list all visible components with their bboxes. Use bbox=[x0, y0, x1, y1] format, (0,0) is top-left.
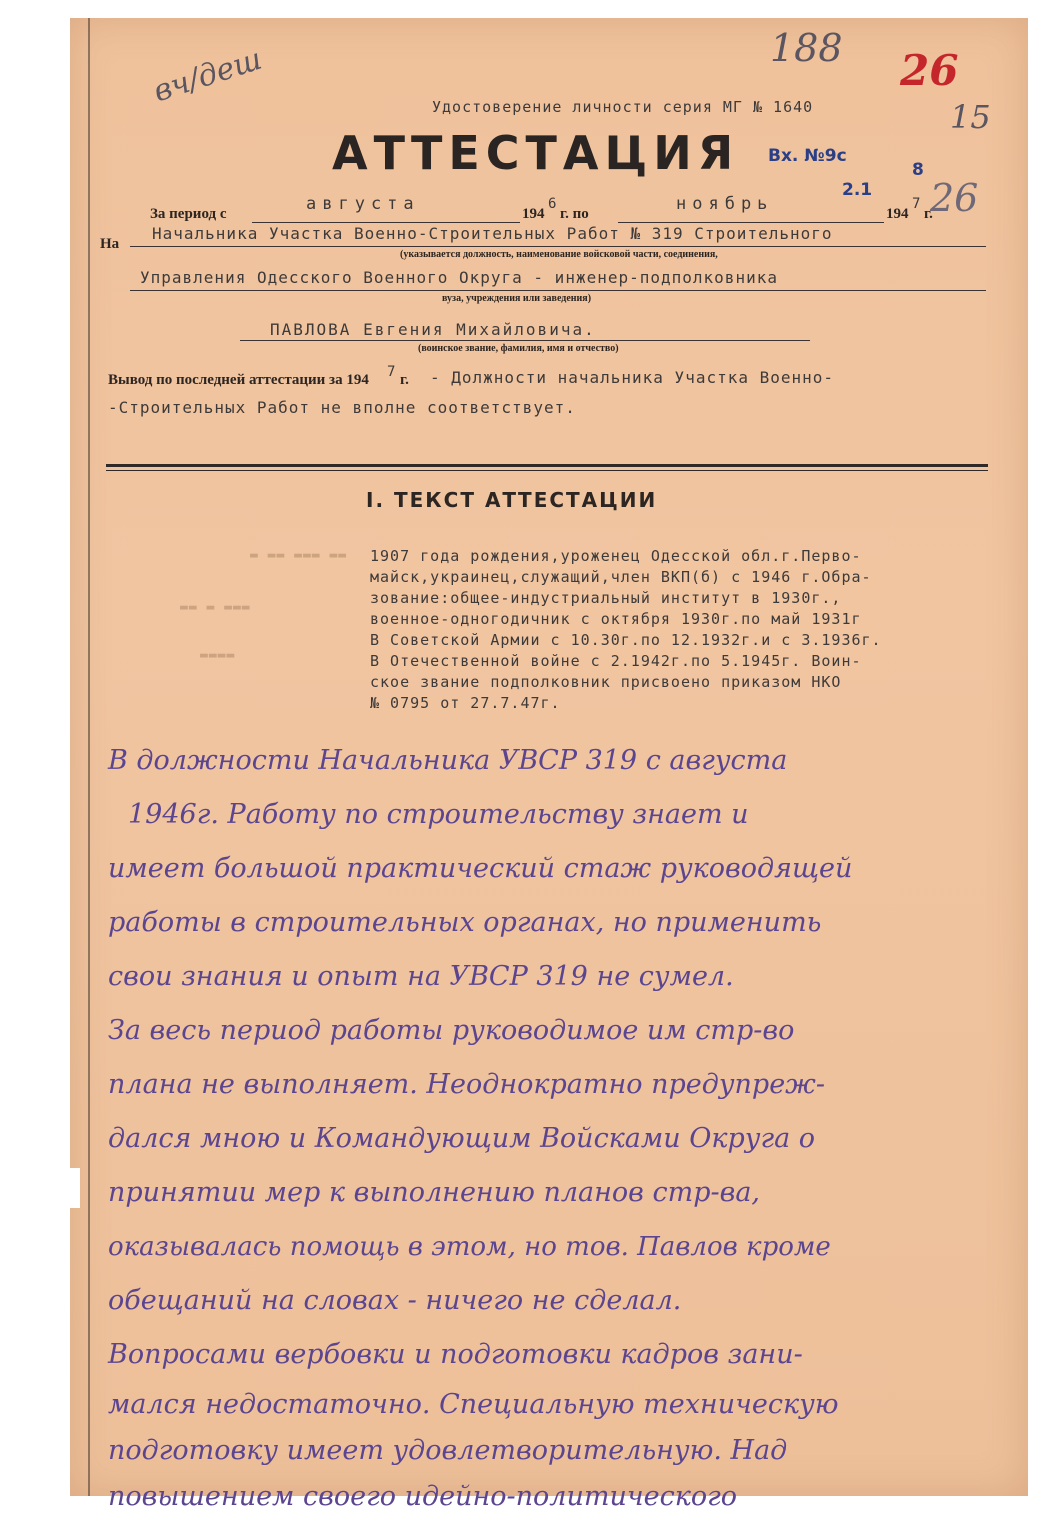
pencil-crossed-number: 26 bbox=[930, 176, 979, 220]
conclusion-year-suffix: г. bbox=[400, 372, 409, 388]
bio-line: майск,украинец,служащий,член ВКП(б) с 1946 г.Обра- bbox=[370, 568, 872, 586]
bio-line: ское звание подполковник присвоено приказом НКО bbox=[370, 673, 842, 691]
period-from-value: августа bbox=[306, 194, 420, 214]
position-caption-1: (указывается должность, наименование войсковой части, соединения, bbox=[400, 249, 718, 260]
position-underline-2 bbox=[130, 290, 986, 291]
period-from-line bbox=[252, 222, 520, 223]
bio-line: № 0795 от 27.7.47г. bbox=[370, 694, 561, 712]
pencil-page-number: 15 bbox=[950, 98, 991, 136]
handwritten-line: Вопросами вербовки и подготовки кадров зани- bbox=[108, 1339, 803, 1370]
handwritten-line: мался недостаточно. Специальную техническую bbox=[108, 1389, 839, 1420]
ink-offset-smudge: ▬ ▬▬ ▬▬▬ ▬▬ bbox=[250, 548, 348, 563]
left-margin-line bbox=[88, 18, 90, 1496]
section-heading: I. ТЕКСТ АТТЕСТАЦИИ bbox=[366, 488, 658, 512]
conclusion-line-2: -Строительных Работ не вполне соответствует. bbox=[108, 398, 576, 417]
position-line-2: Управления Одесского Военного Округа - инженер-подполковника bbox=[140, 268, 778, 287]
archive-number: 188 bbox=[770, 26, 843, 70]
section-divider-thin bbox=[106, 470, 988, 471]
year-from-prefix: 194 bbox=[522, 206, 545, 222]
year-to-digit: 7 bbox=[912, 196, 922, 212]
registry-stamp-line3: 8 bbox=[912, 160, 924, 180]
handwritten-line: работы в строительных органах, но применить bbox=[108, 907, 822, 938]
handwritten-line: В должности Начальника УВСР 319 с августа bbox=[108, 745, 788, 776]
handwritten-line: подготовку имеет удовлетворительную. Над bbox=[108, 1435, 788, 1466]
handwritten-line: оказывалась помощь в этом, но тов. Павлов кроме bbox=[108, 1232, 831, 1262]
bio-line: военное-одногодичник с октября 1930г.по май 1931г bbox=[370, 610, 862, 628]
handwritten-line: 1946г. Работу по строительству знает и bbox=[128, 799, 749, 830]
year-to-prefix: 194 bbox=[886, 206, 909, 222]
on-label: На bbox=[100, 236, 120, 252]
torn-edge bbox=[70, 1168, 80, 1208]
year-from-digit: 6 bbox=[548, 196, 558, 212]
position-caption-2: вуза, учреждения или заведения) bbox=[442, 293, 592, 304]
handwritten-line: свои знания и опыт на УВСР 319 не сумел. bbox=[108, 961, 734, 992]
document-title: АТТЕСТАЦИЯ bbox=[332, 126, 740, 180]
handwritten-line: За весь период работы руководимое им стр-во bbox=[108, 1015, 795, 1046]
handwritten-text-block bbox=[108, 734, 1008, 1520]
period-to-value: ноябрь bbox=[676, 194, 774, 214]
handwritten-line: дался мною и Командующим Войсками Округа о bbox=[108, 1123, 816, 1154]
period-to-line bbox=[618, 222, 884, 223]
period-label: За период с bbox=[150, 206, 227, 222]
bio-line: 1907 года рождения,уроженец Одесской обл.г.Перво- bbox=[370, 547, 862, 565]
year-from-suffix: г. по bbox=[560, 206, 589, 222]
name-caption: (воинское звание, фамилия, имя и отчество) bbox=[418, 343, 619, 354]
id-certificate-line: Удостоверение личности серия МГ № 1640 bbox=[432, 98, 814, 116]
bio-line: зование:общее-индустриальный институт в 1930г., bbox=[370, 589, 842, 607]
biography-block bbox=[370, 546, 882, 714]
ink-offset-smudge-3: ▬▬▬▬ bbox=[200, 648, 236, 663]
position-line-1: Начальника Участка Военно-Строительных Работ № 319 Строительного bbox=[152, 224, 833, 243]
name-underline bbox=[240, 340, 810, 341]
conclusion-label: Вывод по последней аттестации за 194 bbox=[108, 372, 369, 388]
registry-stamp-line1: Вх. №9с bbox=[768, 146, 847, 166]
handwritten-line: имеет большой практический стаж руководящей bbox=[108, 853, 853, 884]
ink-offset-smudge-2: ▬▬ ▬ ▬▬▬ bbox=[180, 600, 251, 615]
handwritten-line: принятии мер к выполнению планов стр-ва, bbox=[108, 1177, 760, 1208]
red-page-number: 26 bbox=[900, 46, 959, 95]
bio-line: В Отечественной войне с 2.1942г.по 5.1945г. Воин- bbox=[370, 652, 862, 670]
document-page bbox=[70, 18, 1028, 1512]
registry-stamp-line2: 2.1 bbox=[842, 180, 873, 200]
officer-name: ПАВЛОВА Евгения Михайловича. bbox=[270, 320, 596, 339]
bio-line: В Советской Армии с 10.30г.по 12.1932г.и с 3.1936г. bbox=[370, 631, 882, 649]
pencil-note-top-left: вч/деш bbox=[149, 41, 267, 110]
conclusion-line-1: - Должности начальника Участка Военно- bbox=[430, 368, 835, 387]
handwritten-line: плана не выполняет. Неоднократно предупреж- bbox=[108, 1069, 825, 1100]
year-to-suffix: г. bbox=[924, 206, 933, 222]
handwritten-line: обещаний на словах - ничего не сделал. bbox=[108, 1285, 682, 1316]
conclusion-year-digit: 7 bbox=[387, 364, 397, 380]
handwritten-line: повышением своего идейно-политического bbox=[108, 1481, 738, 1512]
section-divider bbox=[106, 464, 988, 467]
position-underline-1 bbox=[130, 246, 986, 247]
